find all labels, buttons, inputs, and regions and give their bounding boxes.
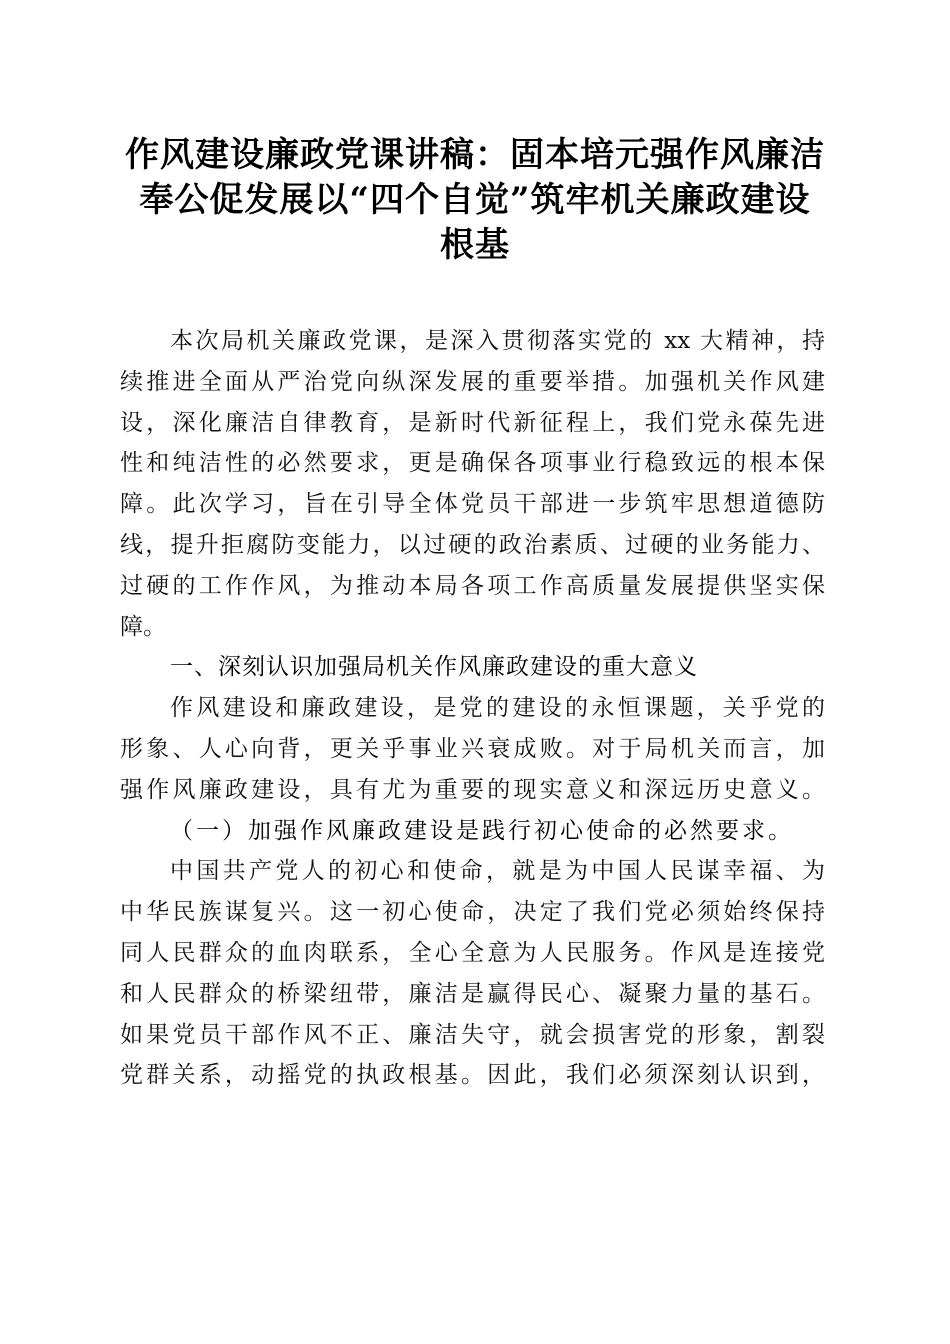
paragraph-line: 作风建设和廉政建设，是党的建设的永恒课题，关乎党的 bbox=[170, 695, 825, 722]
paragraph-line: 本次局机关廉政党课，是深入贯彻落实党的 xx 大精神，持 bbox=[170, 328, 825, 354]
section-heading: 一、深刻认识加强局机关作风廉政建设的重大意义 bbox=[170, 654, 698, 681]
paragraph-line: 线，提升拒腐防变能力，以过硬的政治素质、过硬的业务能力、 bbox=[120, 531, 825, 558]
paragraph-line: 党群关系，动摇党的执政根基。因此，我们必须深刻认识到， bbox=[120, 1062, 825, 1089]
paragraph-line: 障。 bbox=[120, 613, 166, 640]
paragraph-line: 中华民族谋复兴。这一初心使命，决定了我们党必须始终保持 bbox=[120, 899, 825, 926]
paragraph-line: 中国共产党人的初心和使命，就是为中国人民谋幸福、为 bbox=[170, 858, 825, 885]
intro-paragraph bbox=[120, 321, 825, 647]
paragraph-line: 过硬的工作作风，为推动本局各项工作高质量发展提供坚实保 bbox=[120, 572, 825, 599]
subsection1-paragraph bbox=[120, 851, 825, 1096]
subsection-heading: （一）加强作风廉政建设是践行初心使命的必然要求。 bbox=[170, 817, 794, 844]
paragraph-line: 如果党员干部作风不正、廉洁失守，就会损害党的形象，割裂 bbox=[120, 1021, 825, 1048]
paragraph-line: 续推进全面从严治党向纵深发展的重要举措。加强机关作风建 bbox=[120, 368, 825, 395]
paragraph-line: 形象、人心向背，更关乎事业兴衰成败。对于局机关而言，加 bbox=[120, 735, 825, 762]
section1-paragraph bbox=[120, 688, 825, 810]
paragraph-line: 强作风廉政建设，具有尤为重要的现实意义和深远历史意义。 bbox=[120, 776, 825, 803]
paragraph-line: 同人民群众的血肉联系，全心全意为人民服务。作风是连接党 bbox=[120, 939, 825, 966]
document-title bbox=[100, 133, 850, 268]
paragraph-line: 障。此次学习，旨在引导全体党员干部进一步筑牢思想道德防 bbox=[120, 491, 825, 518]
document-body bbox=[120, 321, 825, 1096]
title-line: 奉公促发展以“四个自觉”筑牢机关廉政建设 bbox=[139, 180, 811, 220]
title-line: 作风建设廉政党课讲稿：固本培元强作风廉洁 bbox=[125, 135, 825, 175]
paragraph-line: 设，深化廉洁自律教育，是新时代新征程上，我们党永葆先进 bbox=[120, 409, 825, 436]
title-line: 根基 bbox=[440, 225, 510, 265]
paragraph-line: 和人民群众的桥梁纽带，廉洁是赢得民心、凝聚力量的基石。 bbox=[120, 980, 825, 1007]
paragraph-line: 性和纯洁性的必然要求，更是确保各项事业行稳致远的根本保 bbox=[120, 450, 825, 477]
